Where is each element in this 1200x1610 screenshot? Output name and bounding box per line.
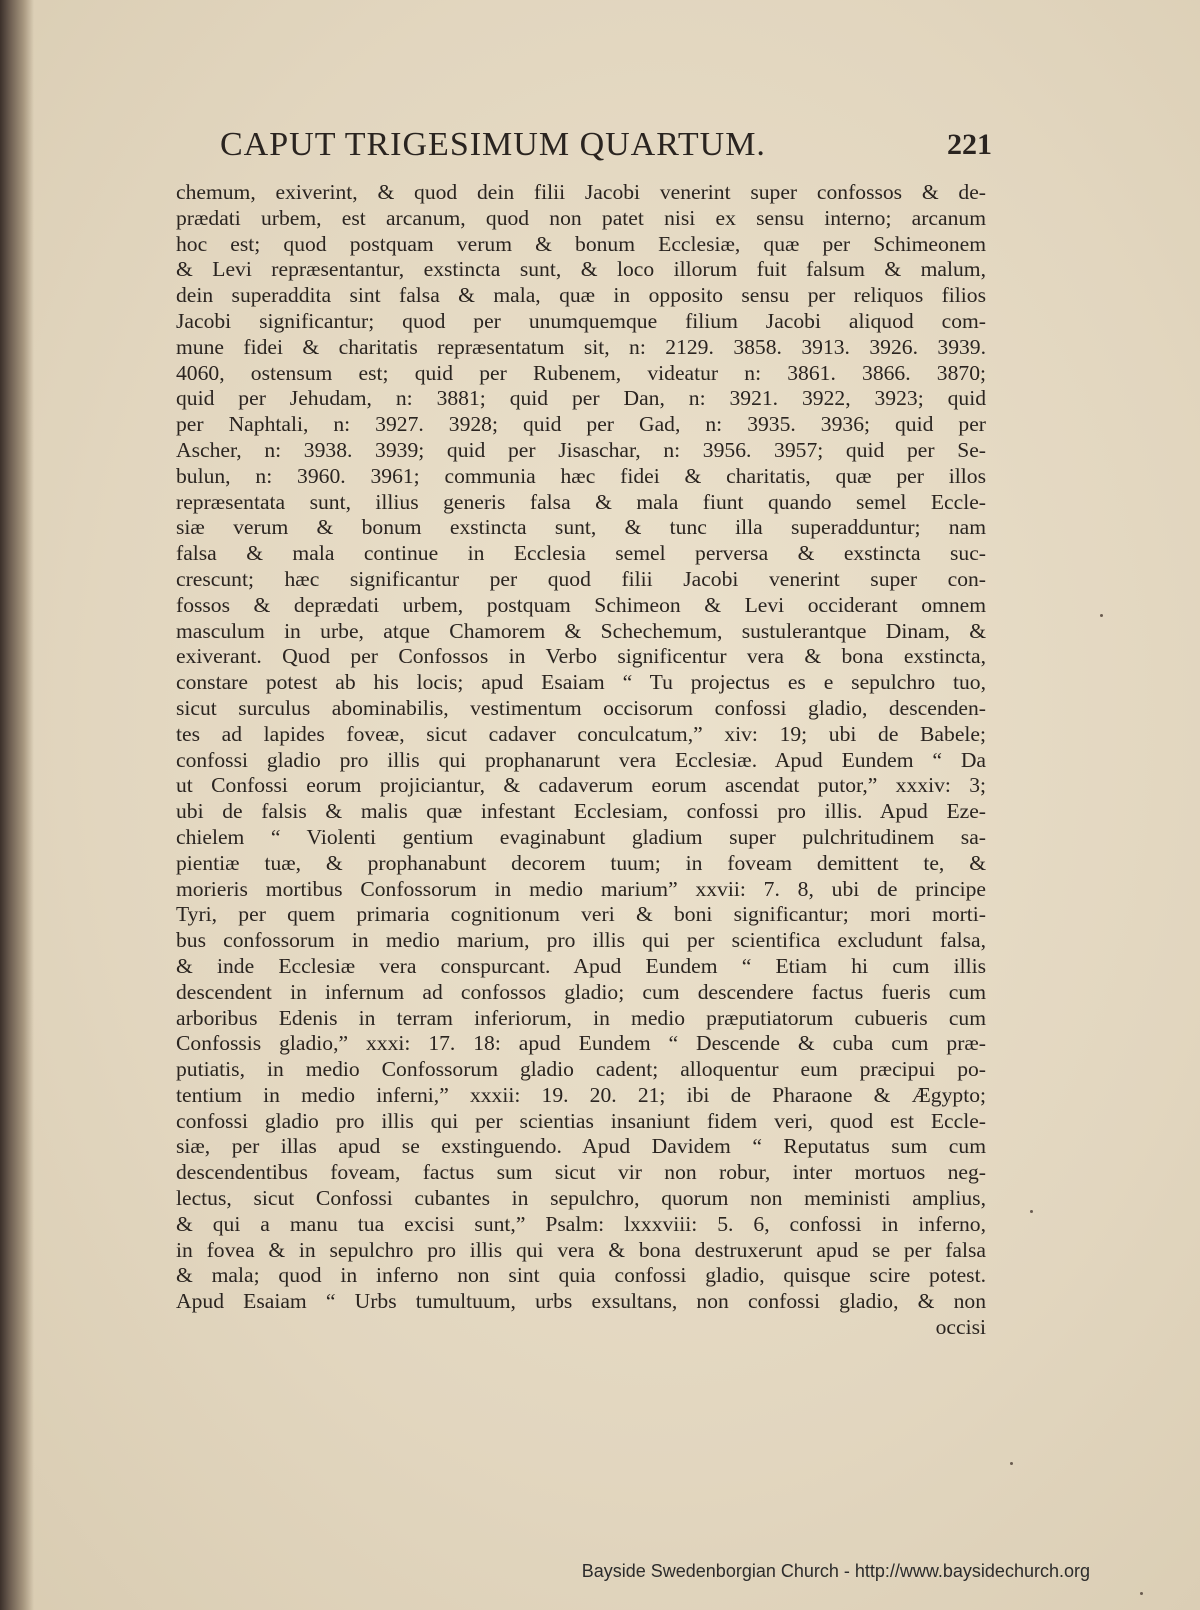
text-line: per Naphtali, n: 3927. 3928; quid per Gad, n: 3935. 3936; quid per	[176, 412, 986, 437]
text-line: & Levi repræsentantur, exstincta sunt, & loco illorum fuit falsum & malum,	[176, 257, 986, 282]
text-line: fossos & deprædati urbem, postquam Schimeon & Levi occiderant omnem	[176, 592, 986, 617]
text-line: exiverant. Quod per Confossos in Verbo significentur vera & bona exstincta,	[176, 644, 986, 669]
text-line: lectus, sicut Confossi cubantes in sepulchro, quorum non meministi amplius,	[176, 1186, 986, 1211]
paper-speck	[1010, 1462, 1013, 1465]
text-line: bus confossorum in medio marium, pro illis qui per scientifica excludunt falsa,	[176, 928, 986, 953]
book-spine-shadow	[0, 0, 34, 1610]
text-line: Apud Esaiam “ Urbs tumultuum, urbs exsultans, non confossi gladio, & non	[176, 1289, 986, 1314]
paper-speck	[1100, 614, 1103, 617]
text-line: confossi gladio pro illis qui per scientias insaniunt fidem veri, quod est Eccle-	[176, 1108, 986, 1133]
text-line: putiatis, in medio Confossorum gladio cadent; alloquentur eum præcipui po-	[176, 1057, 986, 1082]
text-line: Jacobi significantur; quod per unumquemque filium Jacobi aliquod com-	[176, 308, 986, 333]
text-line: quid per Jehudam, n: 3881; quid per Dan, n: 3921. 3922, 3923; quid	[176, 386, 986, 411]
text-line: confossi gladio pro illis qui prophanarunt vera Ecclesiæ. Apud Eundem “ Da	[176, 747, 986, 772]
text-line: prædati urbem, est arcanum, quod non patet nisi ex sensu interno; arcanum	[176, 205, 986, 230]
text-line: falsa & mala continue in Ecclesia semel perversa & exstincta suc-	[176, 541, 986, 566]
text-line: dein superaddita sint falsa & mala, quæ in opposito sensu per reliquos filios	[176, 283, 986, 308]
text-line: & mala; quod in inferno non sint quia confossi gladio, quisque scire potest.	[176, 1263, 986, 1288]
text-line: descendentibus foveam, factus sum sicut vir non robur, inter mortuos neg-	[176, 1160, 986, 1185]
paper-speck	[1030, 1210, 1033, 1213]
body-text	[176, 180, 986, 1341]
text-line: 4060, ostensum est; quid per Rubenem, videatur n: 3861. 3866. 3870;	[176, 360, 986, 385]
text-line: siæ, per illas apud se exstinguendo. Apud Davidem “ Reputatus sum cum	[176, 1134, 986, 1159]
text-line: Ascher, n: 3938. 3939; quid per Jisaschar, n: 3956. 3957; quid per Se-	[176, 437, 986, 462]
text-line: ut Confossi eorum projiciantur, & cadaverum eorum ascendat putor,” xxxiv: 3;	[176, 773, 986, 798]
text-line: hoc est; quod postquam verum & bonum Ecclesiæ, quæ per Schimeonem	[176, 231, 986, 256]
text-line: repræsentata sunt, illius generis falsa & mala fiunt quando semel Eccle-	[176, 489, 986, 514]
text-line: tes ad lapides foveæ, sicut cadaver conculcatum,” xiv: 19; ubi de Babele;	[176, 721, 986, 746]
text-line: constare potest ab his locis; apud Esaiam “ Tu projectus es e sepulchro tuo,	[176, 670, 986, 695]
running-head: CAPUT TRIGESIMUM QUARTUM.	[220, 126, 766, 163]
page-number: 221	[947, 128, 992, 161]
text-line: morieris mortibus Confossorum in medio marium” xxvii: 7. 8, ubi de principe	[176, 876, 986, 901]
text-line: in fovea & in sepulchro pro illis qui vera & bona destruxerunt apud se per falsa	[176, 1237, 986, 1262]
text-line: pientiæ tuæ, & prophanabunt decorem tuum; in foveam demittent te, &	[176, 850, 986, 875]
text-line: siæ verum & bonum exstincta sunt, & tunc illa superadduntur; nam	[176, 515, 986, 540]
page-header	[220, 126, 992, 176]
text-line: descendent in infernum ad confossos gladio; cum descendere factus fueris cum	[176, 979, 986, 1004]
text-line: Tyri, per quem primaria cognitionum veri & boni significantur; mori morti-	[176, 902, 986, 927]
text-line: tentium in medio inferni,” xxxii: 19. 20. 21; ibi de Pharaone & Ægypto;	[176, 1082, 986, 1107]
text-line: arboribus Edenis in terram inferiorum, in medio præputiatorum cubueris cum	[176, 1005, 986, 1030]
text-line: chielem “ Violenti gentium evaginabunt gladium super pulchritudinem sa-	[176, 824, 986, 849]
text-line: mune fidei & charitatis repræsentatum sit, n: 2129. 3858. 3913. 3926. 3939.	[176, 334, 986, 359]
text-line: chemum, exiverint, & quod dein filii Jacobi venerint super confossos & de-	[176, 180, 986, 204]
text-line: bulun, n: 3960. 3961; communia hæc fidei & charitatis, quæ per illos	[176, 463, 986, 488]
text-line: masculum in urbe, atque Chamorem & Schechemum, sustulerantque Dinam, &	[176, 618, 986, 643]
text-line: crescunt; hæc significantur per quod filii Jacobi venerint super con-	[176, 566, 986, 591]
paper-speck	[1140, 1592, 1143, 1595]
catchword: occisi	[935, 1315, 986, 1340]
text-line: & qui a manu tua excisi sunt,” Psalm: lxxxviii: 5. 6, confossi in inferno,	[176, 1211, 986, 1236]
footer-credit: Bayside Swedenborgian Church - http://www.baysidechurch.org	[581, 1561, 1090, 1581]
text-line: sicut surculus abominabilis, vestimentum occisorum confossi gladio, descenden-	[176, 695, 986, 720]
text-line: & inde Ecclesiæ vera conspurcant. Apud Eundem “ Etiam hi cum illis	[176, 953, 986, 978]
text-line: Confossis gladio,” xxxi: 17. 18: apud Eundem “ Descende & cuba cum præ-	[176, 1031, 986, 1056]
text-line: ubi de falsis & malis quæ infestant Ecclesiam, confossi pro illis. Apud Eze-	[176, 799, 986, 824]
